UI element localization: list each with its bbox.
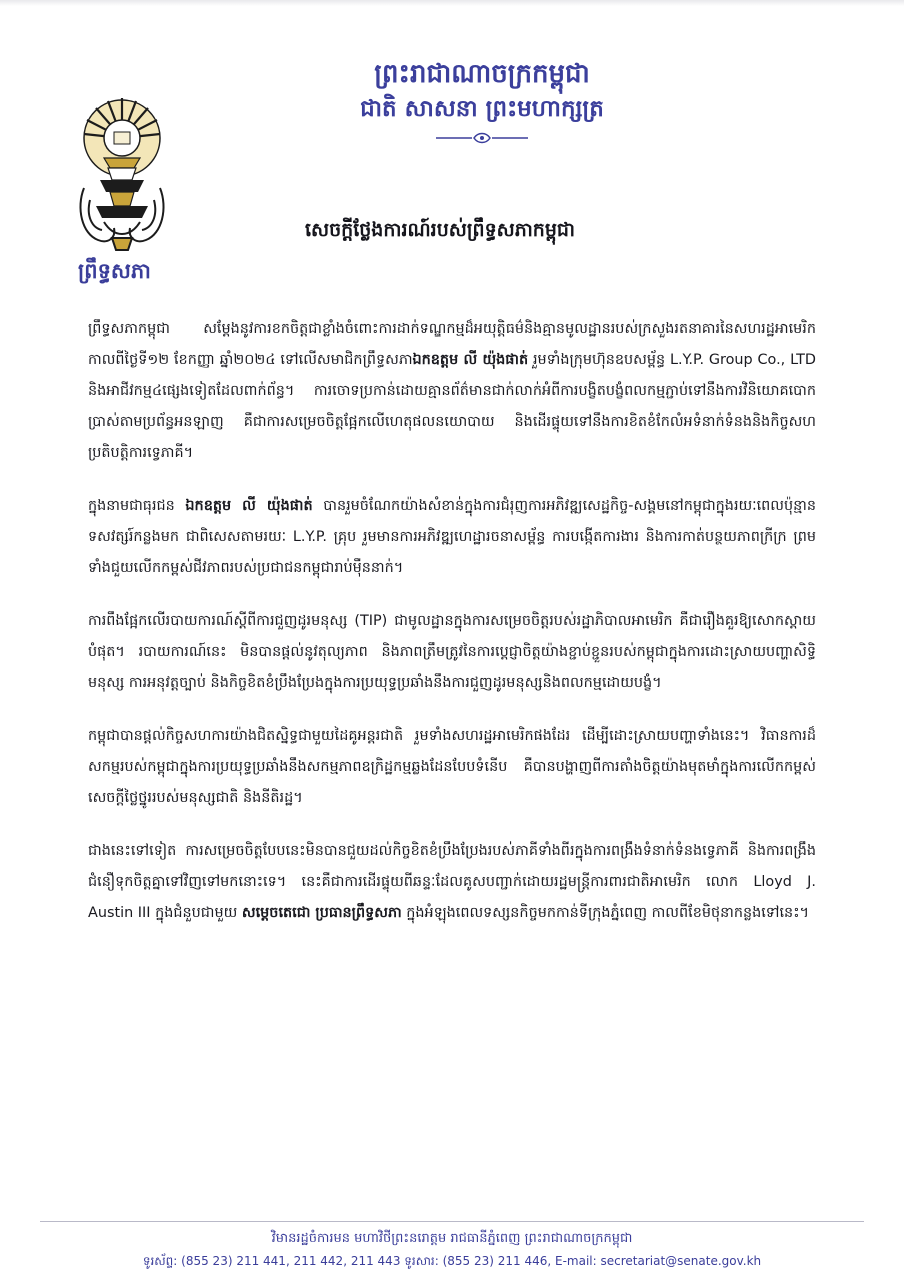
paragraph-5 [88, 836, 816, 929]
paragraph-2-name: ឯកឧត្តម លី យ៉ុងផាត់ [185, 498, 313, 514]
statement-title: សេចក្តីថ្លែងការណ៍របស់ព្រឹទ្ធសភាកម្ពុជា [304, 219, 576, 241]
paragraph-5-text-c: ក្នុងអំឡុងពេលទស្សនកិច្ចមកកាន់ទីក្រុងភ្នំពេញ កាលពីខែមិថុនាកន្លងទៅនេះ។ [401, 905, 810, 921]
paragraph-1-text-a: ព្រឹទ្ធសភាកម្ពុជា សម្តែងនូវការខកចិត្តជាខ្លាំងចំពោះការដាក់ទណ្ឌកម្មដ៏អយុត្តិធម៌និងគ្មានមូលដ្ឋានរបស់ក្រសួងរតនាគារនៃសហរដ្ឋអាមេរិក កាលពីថ្ងៃទី១២ ខែកញ្ញា ឆ្នាំ២០២៤ ទៅលើសមាជិកព្រឹទ្ធសភា [88, 321, 816, 368]
paragraph-2-text-c: បានរួមចំណែកយ៉ាងសំខាន់ក្នុងការជំរុញការអភិវឌ្ឍសេដ្ឋកិច្ច-សង្គមនៅកម្ពុជាក្នុងរយៈពេលប៉ុន្មានទសវត្សរ៍កន្លងមក ជាពិសេសតាមរយៈ L.Y.P. គ្រុប រួមមានការអភិវឌ្ឍហេដ្ឋារចនាសម្ព័ន្ធ ការបង្កើតការងារ និងការកាត់បន្ថយភាពក្រីក្រ ព្រមទាំងជួយលើកកម្ពស់ជីវភាពរបស់ប្រជាជនកម្ពុជារាប់ម៉ឺននាក់។ [88, 498, 816, 576]
national-motto: ជាតិ សាសនា ព្រះមហាក្សត្រ [360, 96, 604, 122]
paragraph-3: ការពឹងផ្អែកលើរបាយការណ៍ស្តីពីការជួញដូរមនុស្ស (TIP) ជាមូលដ្ឋានក្នុងការសម្រេចចិត្តរបស់រដ្ឋាភិបាលអាមេរិក គឺជារឿងគួរឱ្យសោកស្តាយបំផុត។ របាយការណ៍នេះ មិនបានផ្តល់នូវតុល្យភាព និងភាពត្រឹមត្រូវនៃការប្តេជ្ញាចិត្តយ៉ាងខ្ជាប់ខ្ជួនរបស់កម្ពុជាក្នុងការដោះស្រាយបញ្ហាសិទ្ធិមនុស្ស ការអនុវត្តច្បាប់ និងកិច្ចខិតខំប្រឹងប្រែងក្នុងការប្រយុទ្ធប្រឆាំងនឹងការជួញដូរមនុស្សនិងពលកម្មដោយបង្ខំ។ [88, 613, 816, 691]
footer-divider [40, 1221, 864, 1222]
paragraph-5-name: សម្តេចតេជោ ប្រធានព្រឹទ្ធសភា [241, 905, 402, 921]
letterhead [0, 56, 904, 144]
paragraph-2 [88, 491, 816, 584]
page-top-edge [0, 0, 904, 6]
paragraph-5-text-a: ជាងនេះទៅទៀត ការសម្រេចចិត្តបែបនេះមិនបានជួយដល់កិច្ចខិតខំប្រឹងប្រែងរបស់ភាគីទាំងពីរក្នុងការពង្រឹងទំនាក់ទំនងទ្វេភាគី និងការពង្រឹងជំនឿទុកចិត្តគ្នាទៅវិញទៅមកនោះទេ។ នេះគឺជាការដើរផ្ទុយពីឆន្ទៈដែលគូសបញ្ជាក់ដោយរដ្ឋមន្ត្រីការពារជាតិអាមេរិក លោក Lloyd J. Austin III ក្នុងជំនួបជាមួយ [88, 843, 816, 921]
footer-contact: ទូរស័ព្ទ: (855 23) 211 441, 211 442, 211 443 ទូរសារ: (855 23) 211 446, E-mail: secretariat@senate.gov.kh [142, 1254, 762, 1268]
paragraph-4: កម្ពុជាបានផ្តល់កិច្ចសហការយ៉ាងជិតស្និទ្ធជាមួយដៃគូអន្តរជាតិ រួមទាំងសហរដ្ឋអាមេរិកផងដែរ ដើម្បីដោះស្រាយបញ្ហាទាំងនេះ។ វិធានការដ៏សកម្មរបស់កម្ពុជាក្នុងការប្រយុទ្ធប្រឆាំងនឹងសកម្មភាពឧក្រិដ្ឋកម្មឆ្លងដែនបែបទំនើប គឺបានបង្ហាញពីការតាំងចិត្តយ៉ាងមុតមាំក្នុងការលើកកម្ពស់សេចក្តីថ្លៃថ្នូររបស់មនុស្សជាតិ និងនីតិរដ្ឋ។ [88, 728, 816, 806]
paragraph-1-text-c: រួមទាំងក្រុមហ៊ុនឧបសម្ព័ន្ធ L.Y.P. Group Co., LTD និងអាជីវកម្ម៤ផ្សេងទៀតដែលពាក់ព័ន្ធ។ ការចោទប្រកាន់ដោយគ្មានព័ត៌មានជាក់លាក់អំពីការបង្ខិតបង្ខំពលកម្មភ្ជាប់ទៅនឹងការវិនិយោគបោកប្រាស់តាមប្រព័ន្ធអនឡាញ គឺជាការសម្រេចចិត្តផ្អែកលើហេតុផលនយោបាយ និងដើរផ្ទុយទៅនឹងការខិតខំកែលំអទំនាក់ទំនងនិងកិច្ចសហប្រតិបត្តិការទ្វេភាគី។ [88, 352, 816, 461]
emblem-caption: ព្រឹទ្ធសភា [78, 259, 151, 283]
paragraph-1 [88, 314, 816, 469]
footer [0, 1228, 904, 1272]
footer-address: វិមានរដ្ឋចំការមន មហាវិថីព្រះនរោត្តម រាជធានីភ្នំពេញ ព្រះរាជាណាចក្រកម្ពុជា [271, 1231, 633, 1246]
kingdom-name: ព្រះរាជាណាចក្រកម្ពុជា [374, 59, 590, 89]
statement-body [88, 314, 816, 951]
paragraph-1-name: ឯកឧត្តម លី យ៉ុងផាត់ [412, 352, 529, 368]
ornament-divider-icon [434, 132, 530, 144]
paragraph-2-text-a: ក្នុងនាមជាធុរជន [88, 498, 186, 514]
